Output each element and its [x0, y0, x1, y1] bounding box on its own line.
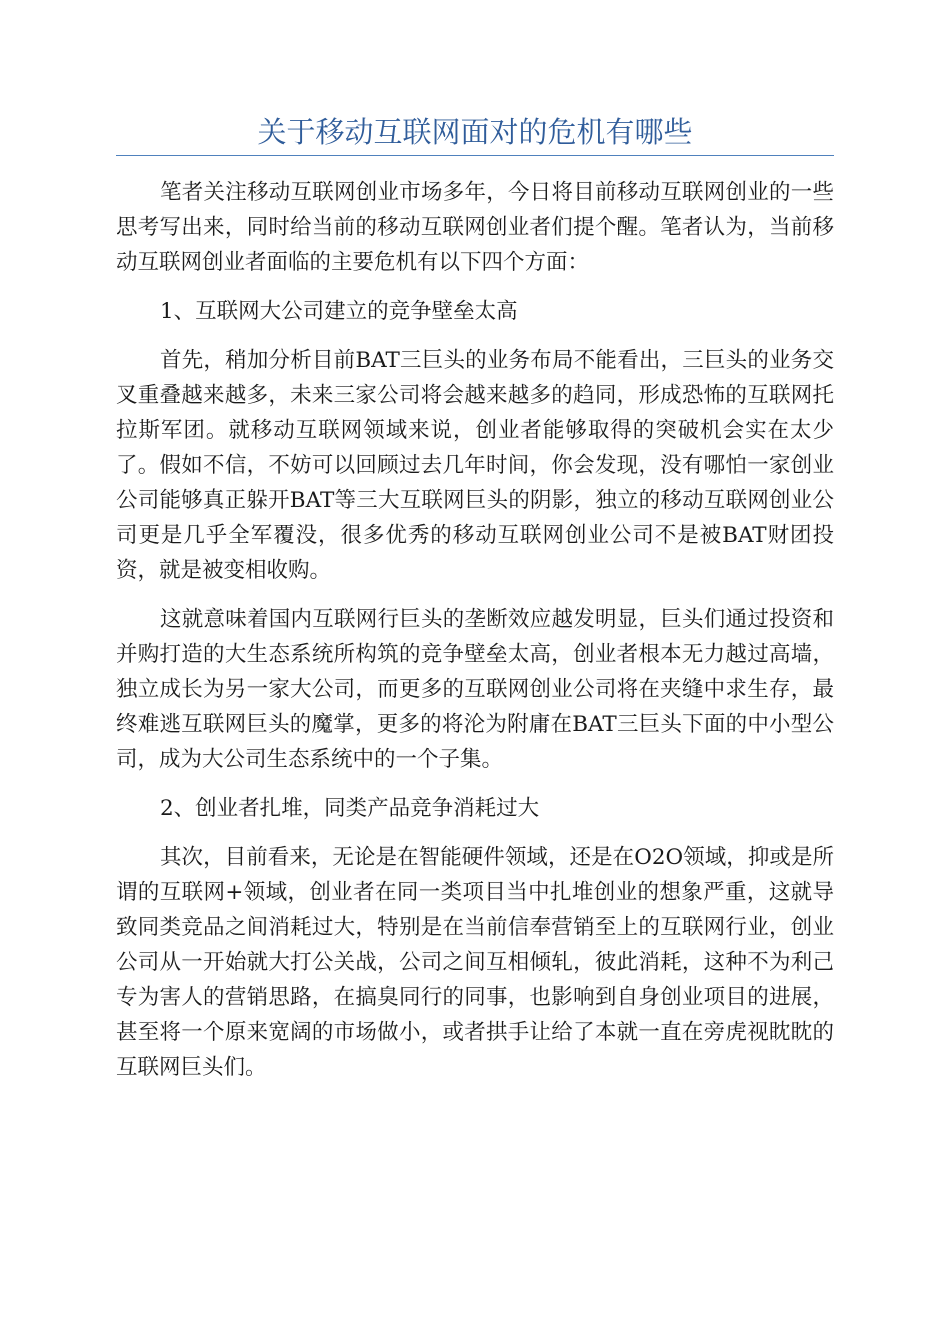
- title-underline: [116, 155, 834, 156]
- body-paragraph: 首先，稍加分析目前BAT三巨头的业务布局不能看出，三巨头的业务交叉重叠越来越多，未来三家公司将会越来越多的趋同，形成恐怖的互联网托拉斯军团。就移动互联网领域来说，创业者能够取得的突破机会实在太少了。假如不信，不妨可以回顾过去几年时间，你会发现，没有哪怕一家创业公司能够真正躲开BAT等三大互联网巨头的阴影，独立的移动互联网创业公司更是几乎全军覆没，很多优秀的移动互联网创业公司不是被BAT财团投资，就是被变相收购。: [116, 348, 834, 583]
- body-paragraph: 其次，目前看来，无论是在智能硬件领域，还是在O2O领域，抑或是所谓的互联网+领域，创业者在同一类项目当中扎堆创业的想象严重，这就导致同类竞品之间消耗过大，特别是在当前信奉营销至上的互联网行业，创业公司从一开始就大打公关战，公司之间互相倾轧，彼此消耗，这种不为利己专为害人的营销思路，在搞臭同行的同事，也影响到自身创业项目的进展，甚至将一个原来宽阔的市场做小，或者拱手让给了本就一直在旁虎视眈眈的互联网巨头们。: [116, 845, 834, 1080]
- section-heading-1: 1、互联网大公司建立的竞争壁垒太高: [160, 299, 518, 324]
- body-paragraph: 这就意味着国内互联网行巨头的垄断效应越发明显，巨头们通过投资和并购打造的大生态系统所构筑的竞争壁垒太高，创业者根本无力越过高墙，独立成长为另一家大公司，而更多的互联网创业公司将在夹缝中求生存，最终难逃互联网巨头的魔掌，更多的将沦为附庸在BAT三巨头下面的中小型公司，成为大公司生态系统中的一个子集。: [116, 607, 834, 772]
- document-body: [116, 175, 834, 1099]
- intro-paragraph: 笔者关注移动互联网创业市场多年，今日将目前移动互联网创业的一些思考写出来，同时给当前的移动互联网创业者们提个醒。笔者认为，当前移动互联网创业者面临的主要危机有以下四个方面：: [116, 180, 834, 275]
- document-title: 关于移动互联网面对的危机有哪些: [257, 115, 693, 149]
- section-heading-2: 2、创业者扎堆，同类产品竞争消耗过大: [160, 796, 540, 821]
